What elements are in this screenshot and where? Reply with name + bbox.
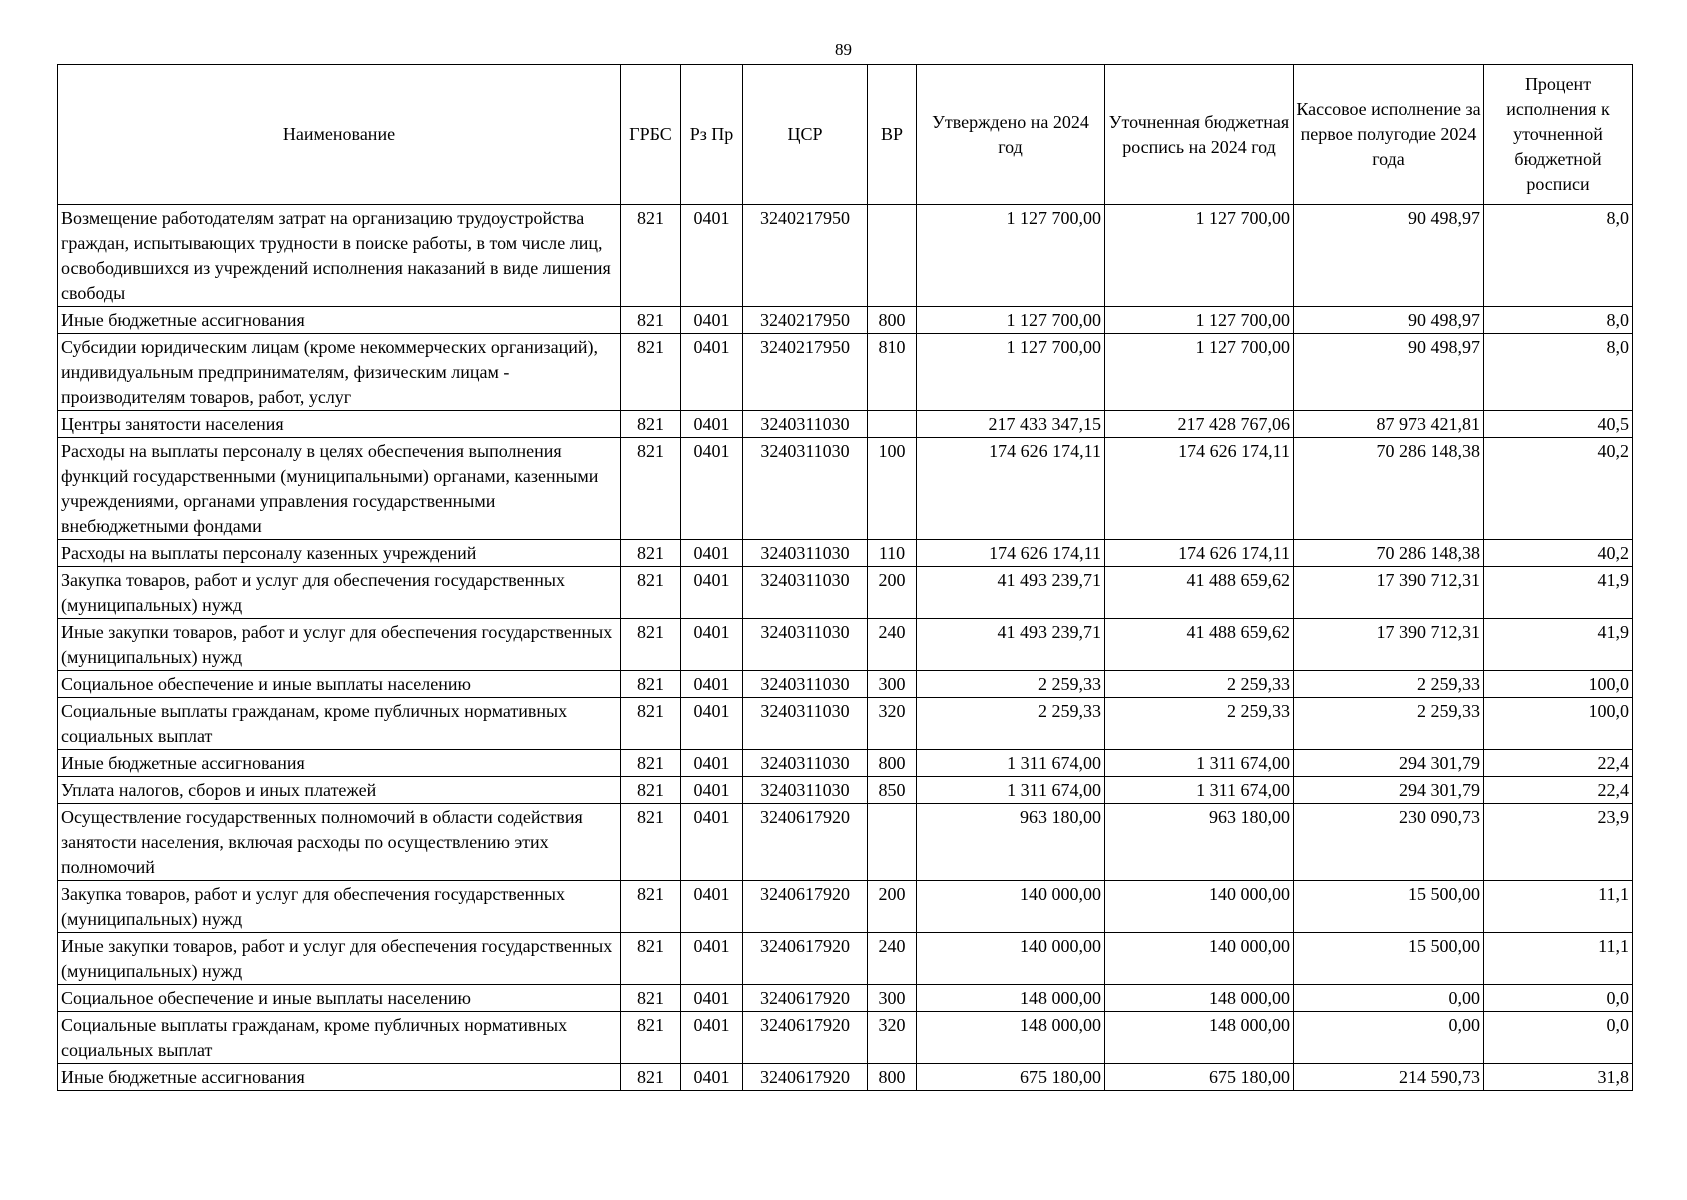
cell-name: Иные закупки товаров, работ и услуг для обеспечения государственных (муниципальных) нужд bbox=[58, 619, 621, 671]
header-cash: Кассовое исполнение за первое полугодие 2024 года bbox=[1294, 65, 1484, 205]
cell-approved: 2 259,33 bbox=[917, 671, 1105, 698]
cell-vr: 100 bbox=[868, 438, 917, 540]
cell-grbs: 821 bbox=[621, 881, 681, 933]
table-row bbox=[58, 804, 1633, 881]
cell-vr: 200 bbox=[868, 567, 917, 619]
cell-name: Расходы на выплаты персоналу казенных учреждений bbox=[58, 540, 621, 567]
cell-percent: 8,0 bbox=[1484, 307, 1633, 334]
table-row bbox=[58, 438, 1633, 540]
table-row bbox=[58, 933, 1633, 985]
header-grbs: ГРБС bbox=[621, 65, 681, 205]
header-rzpr: Рз Пр bbox=[681, 65, 743, 205]
cell-refined: 1 311 674,00 bbox=[1105, 750, 1294, 777]
cell-name: Возмещение работодателям затрат на организацию трудоустройства граждан, испытывающих трудности в поиске работы, в том числе лиц, освободившихся из учреждений исполнения наказаний в виде лишения свободы bbox=[58, 205, 621, 307]
cell-name: Социальное обеспечение и иные выплаты населению bbox=[58, 671, 621, 698]
table-row bbox=[58, 540, 1633, 567]
cell-cash: 15 500,00 bbox=[1294, 933, 1484, 985]
cell-grbs: 821 bbox=[621, 205, 681, 307]
cell-grbs: 821 bbox=[621, 411, 681, 438]
cell-grbs: 821 bbox=[621, 671, 681, 698]
cell-refined: 963 180,00 bbox=[1105, 804, 1294, 881]
cell-percent: 100,0 bbox=[1484, 698, 1633, 750]
cell-csr: 3240617920 bbox=[743, 933, 868, 985]
cell-name: Социальное обеспечение и иные выплаты населению bbox=[58, 985, 621, 1012]
cell-percent: 8,0 bbox=[1484, 334, 1633, 411]
cell-vr: 110 bbox=[868, 540, 917, 567]
cell-approved: 1 127 700,00 bbox=[917, 307, 1105, 334]
header-refined: Уточненная бюджетная роспись на 2024 год bbox=[1105, 65, 1294, 205]
cell-grbs: 821 bbox=[621, 985, 681, 1012]
cell-cash: 70 286 148,38 bbox=[1294, 438, 1484, 540]
cell-refined: 1 127 700,00 bbox=[1105, 307, 1294, 334]
cell-name: Центры занятости населения bbox=[58, 411, 621, 438]
cell-grbs: 821 bbox=[621, 804, 681, 881]
table-row bbox=[58, 881, 1633, 933]
table-body bbox=[58, 205, 1633, 1091]
cell-grbs: 821 bbox=[621, 540, 681, 567]
cell-rzpr: 0401 bbox=[681, 307, 743, 334]
cell-rzpr: 0401 bbox=[681, 411, 743, 438]
cell-approved: 2 259,33 bbox=[917, 698, 1105, 750]
cell-percent: 40,5 bbox=[1484, 411, 1633, 438]
cell-approved: 148 000,00 bbox=[917, 985, 1105, 1012]
cell-grbs: 821 bbox=[621, 698, 681, 750]
table-row bbox=[58, 1064, 1633, 1091]
cell-grbs: 821 bbox=[621, 334, 681, 411]
cell-approved: 217 433 347,15 bbox=[917, 411, 1105, 438]
cell-csr: 3240217950 bbox=[743, 334, 868, 411]
cell-csr: 3240217950 bbox=[743, 307, 868, 334]
cell-cash: 17 390 712,31 bbox=[1294, 619, 1484, 671]
cell-cash: 294 301,79 bbox=[1294, 777, 1484, 804]
cell-cash: 2 259,33 bbox=[1294, 698, 1484, 750]
cell-refined: 174 626 174,11 bbox=[1105, 438, 1294, 540]
table-row bbox=[58, 307, 1633, 334]
cell-grbs: 821 bbox=[621, 567, 681, 619]
cell-csr: 3240311030 bbox=[743, 411, 868, 438]
cell-percent: 8,0 bbox=[1484, 205, 1633, 307]
cell-refined: 2 259,33 bbox=[1105, 698, 1294, 750]
cell-approved: 174 626 174,11 bbox=[917, 540, 1105, 567]
cell-vr: 800 bbox=[868, 307, 917, 334]
cell-name: Иные закупки товаров, работ и услуг для обеспечения государственных (муниципальных) нужд bbox=[58, 933, 621, 985]
cell-csr: 3240311030 bbox=[743, 671, 868, 698]
cell-percent: 11,1 bbox=[1484, 881, 1633, 933]
cell-approved: 675 180,00 bbox=[917, 1064, 1105, 1091]
cell-refined: 140 000,00 bbox=[1105, 933, 1294, 985]
cell-cash: 214 590,73 bbox=[1294, 1064, 1484, 1091]
cell-approved: 41 493 239,71 bbox=[917, 619, 1105, 671]
table-row bbox=[58, 411, 1633, 438]
cell-vr: 800 bbox=[868, 750, 917, 777]
cell-percent: 23,9 bbox=[1484, 804, 1633, 881]
cell-name: Уплата налогов, сборов и иных платежей bbox=[58, 777, 621, 804]
cell-name: Иные бюджетные ассигнования bbox=[58, 1064, 621, 1091]
cell-vr: 800 bbox=[868, 1064, 917, 1091]
cell-cash: 0,00 bbox=[1294, 1012, 1484, 1064]
cell-csr: 3240311030 bbox=[743, 567, 868, 619]
cell-approved: 148 000,00 bbox=[917, 1012, 1105, 1064]
table-row bbox=[58, 985, 1633, 1012]
cell-approved: 1 127 700,00 bbox=[917, 334, 1105, 411]
cell-rzpr: 0401 bbox=[681, 985, 743, 1012]
cell-approved: 1 311 674,00 bbox=[917, 750, 1105, 777]
cell-csr: 3240617920 bbox=[743, 1064, 868, 1091]
cell-csr: 3240617920 bbox=[743, 881, 868, 933]
budget-table bbox=[57, 64, 1633, 1091]
cell-grbs: 821 bbox=[621, 307, 681, 334]
cell-approved: 41 493 239,71 bbox=[917, 567, 1105, 619]
cell-approved: 1 311 674,00 bbox=[917, 777, 1105, 804]
cell-percent: 0,0 bbox=[1484, 985, 1633, 1012]
cell-percent: 40,2 bbox=[1484, 540, 1633, 567]
cell-vr: 320 bbox=[868, 698, 917, 750]
cell-cash: 90 498,97 bbox=[1294, 334, 1484, 411]
cell-rzpr: 0401 bbox=[681, 881, 743, 933]
cell-percent: 22,4 bbox=[1484, 777, 1633, 804]
cell-csr: 3240311030 bbox=[743, 777, 868, 804]
table-row bbox=[58, 750, 1633, 777]
header-name: Наименование bbox=[58, 65, 621, 205]
cell-rzpr: 0401 bbox=[681, 540, 743, 567]
cell-cash: 2 259,33 bbox=[1294, 671, 1484, 698]
cell-refined: 140 000,00 bbox=[1105, 881, 1294, 933]
cell-percent: 100,0 bbox=[1484, 671, 1633, 698]
cell-name: Осуществление государственных полномочий в области содействия занятости населения, включая расходы по осуществлению этих полномочий bbox=[58, 804, 621, 881]
cell-percent: 40,2 bbox=[1484, 438, 1633, 540]
cell-grbs: 821 bbox=[621, 1012, 681, 1064]
table-row bbox=[58, 619, 1633, 671]
header-csr: ЦСР bbox=[743, 65, 868, 205]
cell-cash: 230 090,73 bbox=[1294, 804, 1484, 881]
table-row bbox=[58, 777, 1633, 804]
cell-refined: 1 127 700,00 bbox=[1105, 334, 1294, 411]
cell-cash: 15 500,00 bbox=[1294, 881, 1484, 933]
cell-rzpr: 0401 bbox=[681, 804, 743, 881]
cell-refined: 41 488 659,62 bbox=[1105, 567, 1294, 619]
cell-csr: 3240311030 bbox=[743, 540, 868, 567]
cell-cash: 294 301,79 bbox=[1294, 750, 1484, 777]
header-row bbox=[58, 65, 1633, 205]
cell-csr: 3240311030 bbox=[743, 698, 868, 750]
cell-refined: 148 000,00 bbox=[1105, 985, 1294, 1012]
cell-csr: 3240311030 bbox=[743, 750, 868, 777]
cell-rzpr: 0401 bbox=[681, 671, 743, 698]
cell-cash: 87 973 421,81 bbox=[1294, 411, 1484, 438]
cell-grbs: 821 bbox=[621, 438, 681, 540]
table-row bbox=[58, 698, 1633, 750]
cell-approved: 1 127 700,00 bbox=[917, 205, 1105, 307]
cell-vr: 300 bbox=[868, 671, 917, 698]
cell-approved: 140 000,00 bbox=[917, 881, 1105, 933]
table-row bbox=[58, 671, 1633, 698]
cell-approved: 140 000,00 bbox=[917, 933, 1105, 985]
cell-name: Иные бюджетные ассигнования bbox=[58, 750, 621, 777]
table-row bbox=[58, 334, 1633, 411]
cell-vr: 300 bbox=[868, 985, 917, 1012]
header-percent: Процент исполнения к уточненной бюджетной росписи bbox=[1484, 65, 1633, 205]
cell-name: Закупка товаров, работ и услуг для обеспечения государственных (муниципальных) нужд bbox=[58, 567, 621, 619]
cell-cash: 0,00 bbox=[1294, 985, 1484, 1012]
table-header bbox=[58, 65, 1633, 205]
cell-name: Расходы на выплаты персоналу в целях обеспечения выполнения функций государственными (муниципальными) органами, казенными учреждениями, органами управления государственными внебюджетными фондами bbox=[58, 438, 621, 540]
cell-csr: 3240617920 bbox=[743, 985, 868, 1012]
cell-rzpr: 0401 bbox=[681, 334, 743, 411]
cell-name: Субсидии юридическим лицам (кроме некоммерческих организаций), индивидуальным предпринимателям, физическим лицам - производителям товаров, работ, услуг bbox=[58, 334, 621, 411]
cell-refined: 217 428 767,06 bbox=[1105, 411, 1294, 438]
cell-name: Закупка товаров, работ и услуг для обеспечения государственных (муниципальных) нужд bbox=[58, 881, 621, 933]
cell-rzpr: 0401 bbox=[681, 438, 743, 540]
cell-vr bbox=[868, 804, 917, 881]
cell-refined: 41 488 659,62 bbox=[1105, 619, 1294, 671]
cell-percent: 31,8 bbox=[1484, 1064, 1633, 1091]
cell-csr: 3240311030 bbox=[743, 619, 868, 671]
cell-grbs: 821 bbox=[621, 1064, 681, 1091]
cell-refined: 174 626 174,11 bbox=[1105, 540, 1294, 567]
table-row bbox=[58, 1012, 1633, 1064]
cell-name: Социальные выплаты гражданам, кроме публичных нормативных социальных выплат bbox=[58, 698, 621, 750]
cell-vr: 850 bbox=[868, 777, 917, 804]
cell-percent: 41,9 bbox=[1484, 567, 1633, 619]
cell-approved: 174 626 174,11 bbox=[917, 438, 1105, 540]
cell-name: Социальные выплаты гражданам, кроме публичных нормативных социальных выплат bbox=[58, 1012, 621, 1064]
cell-rzpr: 0401 bbox=[681, 205, 743, 307]
cell-csr: 3240217950 bbox=[743, 205, 868, 307]
cell-grbs: 821 bbox=[621, 750, 681, 777]
cell-refined: 1 311 674,00 bbox=[1105, 777, 1294, 804]
cell-approved: 963 180,00 bbox=[917, 804, 1105, 881]
cell-vr bbox=[868, 205, 917, 307]
cell-cash: 90 498,97 bbox=[1294, 307, 1484, 334]
cell-percent: 41,9 bbox=[1484, 619, 1633, 671]
cell-percent: 22,4 bbox=[1484, 750, 1633, 777]
cell-csr: 3240311030 bbox=[743, 438, 868, 540]
cell-rzpr: 0401 bbox=[681, 698, 743, 750]
cell-refined: 148 000,00 bbox=[1105, 1012, 1294, 1064]
cell-cash: 90 498,97 bbox=[1294, 205, 1484, 307]
cell-refined: 675 180,00 bbox=[1105, 1064, 1294, 1091]
cell-vr: 240 bbox=[868, 619, 917, 671]
cell-percent: 11,1 bbox=[1484, 933, 1633, 985]
cell-csr: 3240617920 bbox=[743, 804, 868, 881]
header-approved: Утверждено на 2024 год bbox=[917, 65, 1105, 205]
cell-vr: 810 bbox=[868, 334, 917, 411]
cell-refined: 2 259,33 bbox=[1105, 671, 1294, 698]
cell-vr: 200 bbox=[868, 881, 917, 933]
page-number: 89 bbox=[835, 40, 852, 59]
cell-cash: 70 286 148,38 bbox=[1294, 540, 1484, 567]
cell-vr: 320 bbox=[868, 1012, 917, 1064]
cell-csr: 3240617920 bbox=[743, 1012, 868, 1064]
cell-percent: 0,0 bbox=[1484, 1012, 1633, 1064]
cell-name: Иные бюджетные ассигнования bbox=[58, 307, 621, 334]
cell-grbs: 821 bbox=[621, 933, 681, 985]
table-row bbox=[58, 567, 1633, 619]
cell-vr bbox=[868, 411, 917, 438]
header-vr: ВР bbox=[868, 65, 917, 205]
cell-rzpr: 0401 bbox=[681, 619, 743, 671]
cell-grbs: 821 bbox=[621, 777, 681, 804]
cell-rzpr: 0401 bbox=[681, 777, 743, 804]
cell-vr: 240 bbox=[868, 933, 917, 985]
cell-refined: 1 127 700,00 bbox=[1105, 205, 1294, 307]
cell-cash: 17 390 712,31 bbox=[1294, 567, 1484, 619]
cell-rzpr: 0401 bbox=[681, 750, 743, 777]
cell-rzpr: 0401 bbox=[681, 933, 743, 985]
table-row bbox=[58, 205, 1633, 307]
cell-grbs: 821 bbox=[621, 619, 681, 671]
cell-rzpr: 0401 bbox=[681, 1012, 743, 1064]
cell-rzpr: 0401 bbox=[681, 1064, 743, 1091]
cell-rzpr: 0401 bbox=[681, 567, 743, 619]
